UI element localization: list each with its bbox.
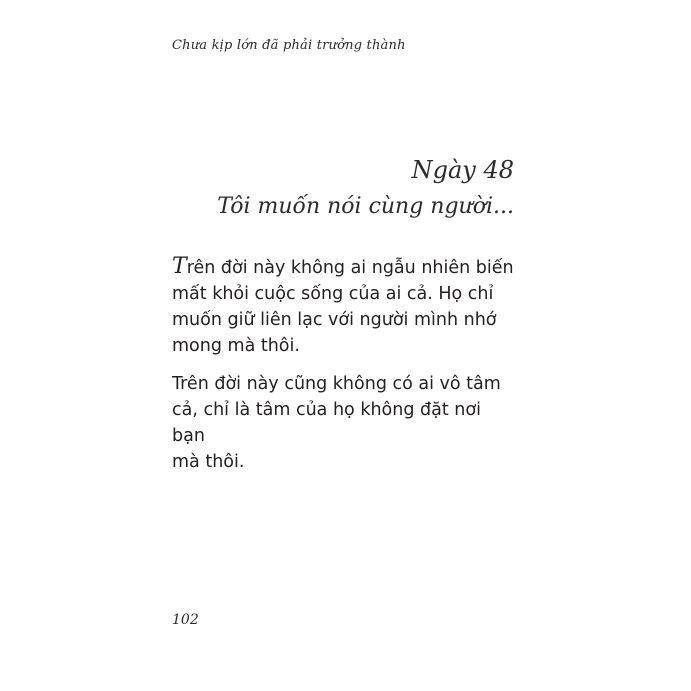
- chapter-day: Ngày 48: [411, 156, 514, 184]
- paragraph-2: Trên đời này cũng không có ai vô tâm cả, chỉ là tâm của họ không đặt nơi bạn mà thôi.: [172, 374, 501, 472]
- paragraph-1: [172, 254, 518, 359]
- paragraph-1-initial: T: [172, 254, 187, 279]
- running-header: Chưa kịp lớn đã phải trưởng thành: [172, 38, 406, 53]
- body-text: [172, 254, 518, 487]
- chapter-title: Tôi muốn nói cùng người...: [217, 194, 514, 219]
- page-number: 102: [172, 612, 199, 628]
- paragraph-1-text: rên đời này không ai ngẫu nhiên biến mất khỏi cuộc sống của ai cả. Họ chỉ muốn giữ liên lạc với người mình nhớ mong mà thôi.: [172, 258, 514, 356]
